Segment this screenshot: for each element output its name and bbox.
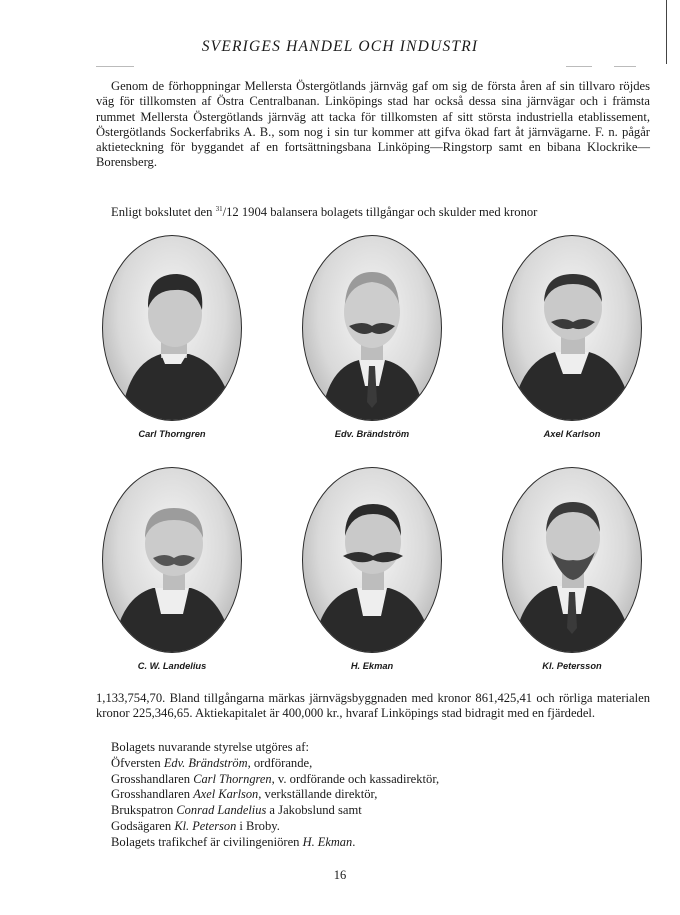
board-member: Öfversten Edv. Brändström, ordförande, [111,755,313,770]
board-member: Grosshandlaren Axel Karlson, verkställande direktör, [111,787,378,802]
board-member: Brukspatron Conrad Landelius a Jakobslund samt [111,803,362,818]
financial-paragraph [96,691,650,722]
portrait-photo [502,467,642,653]
balance-sentence [96,202,650,220]
portrait-photo [502,235,642,421]
intro-text: Genom de förhoppningar Mellersta Östergötlands järnväg gaf om sig de första åren af sin tillvaro röjdes väg för tillkomsten af Östra Centralbanan. Linköpings stad har också dessa sina järnvägar och i främsta rummet Mellersta Östergötlands järnväg att tacka för tillkomsten af sitt största industriella etablissement, Östergötlands Sockerfabriks A. B., som nog i sin tur kommer att gifva ökad fart åt järnvägarne. F. n. pågår aktieteckning för byggandet af en fortsättningsbana Linköping—Ringstorp samt en bibana Klockrike—Borensberg. [96,79,650,170]
portrait-carl-thorngren [97,235,247,439]
portrait-axel-karlson [497,235,647,439]
traffic-chief-line: Bolagets trafikchef är civilingeniören H. Ekman. [111,834,356,849]
portrait-edv-brandstrom [297,235,447,439]
running-header: SVERIGES HANDEL OCH INDUSTRI [201,38,479,55]
member-name: Carl Thorngren [193,771,272,786]
portrait-photo [102,235,242,421]
balance-text-before: Enligt bokslutet den [111,205,213,219]
portrait-caption: Kl. Petersson [542,661,602,671]
portrait-photo [302,467,442,653]
board-member: Grosshandlaren Carl Thorngren, v. ordförande och kassadirektör, [111,771,440,786]
portrait-caption: C. W. Landelius [137,661,207,671]
balance-date-day: 31 [215,205,223,213]
portrait-h-ekman [297,467,447,671]
portrait-c-w-landelius [97,467,247,671]
financial-text: 1,133,754,70. Bland tillgångarna märkas järnvägsbyggnaden med kronor 861,425,41 och rörliga materialen kronor 225,346,65. Aktiekapitalet är 400,000 kr., hvaraf Linköpings stad bidragit med en fjärdedel. [96,691,650,721]
portrait-caption: Carl Thorngren [138,429,206,439]
portrait-photo [302,235,442,421]
portrait-caption: Axel Karlson [543,429,601,439]
balance-text-after: 1904 balansera bolagets tillgångar och skulder med kronor [241,205,538,219]
member-name: Conrad Landelius [176,803,267,818]
member-name: Axel Karlson [193,787,259,802]
board-member: Godsägaren Kl. Peterson i Broby. [111,818,280,833]
board-intro: Bolagets nuvarande styrelse utgöres af: [111,740,309,754]
member-name: Edv. Brändström [163,755,248,770]
portrait-caption: H. Ekman [350,661,394,671]
balance-date-month: /12 [222,205,239,219]
member-name: H. Ekman [302,834,353,849]
intro-paragraph [96,79,650,171]
portrait-kl-petersson [497,467,647,671]
board-list [96,740,650,851]
member-name: Kl. Peterson [174,818,237,833]
page-number: 16 [333,868,347,882]
portrait-caption: Edv. Brändström [334,429,410,439]
portrait-photo [102,467,242,653]
